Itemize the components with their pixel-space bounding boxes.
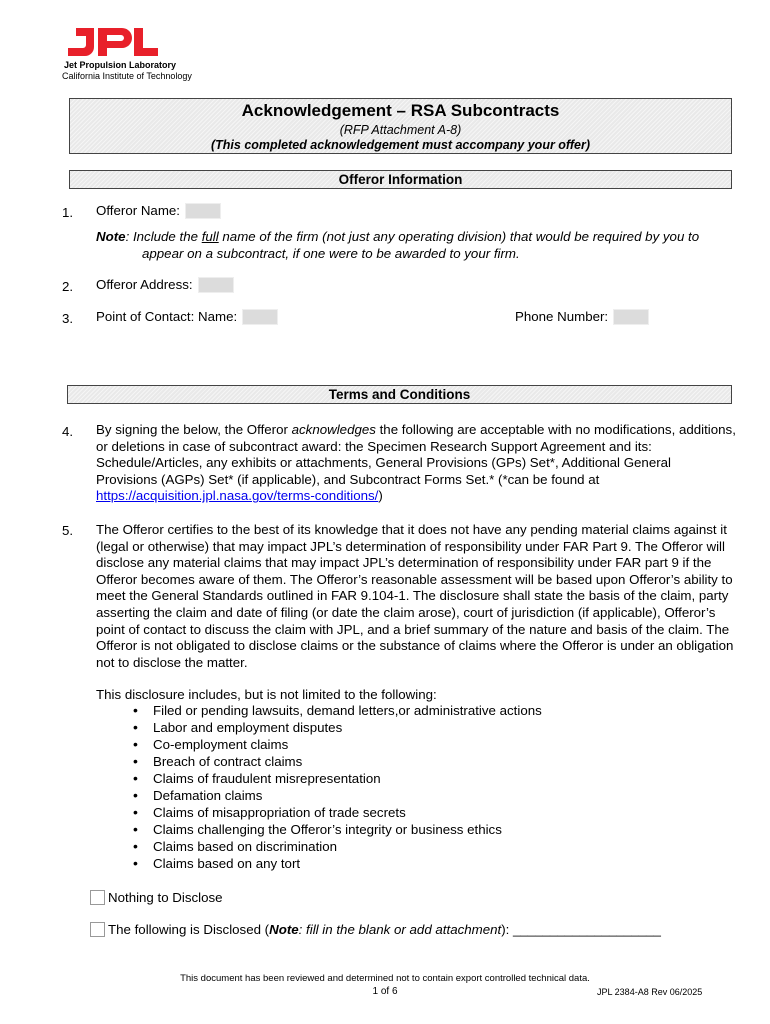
item-5-text: The Offeror certifies to the best of its knowledge that it does not have any pending material claims against it (legal or otherwise) that may impact JPL’s determination of responsibility under FAR Part 9. The Offeror will disclose any material claims that may impact JPL’s determination of responsibility under FAR part 9 if the Offeror becomes aware of them. The Offeror’s reasonable assessment will be based upon Offeror’s ability to meet the General Standards outlined in FAR 9.104-1. The disclosure shall state the basis of the claim, party asserting the claim and date of filing (or date the claim arose), court of jurisdiction (if applicable), Offeror’s point of contact to discuss the claim with JPL, and a brief summary of the nature and basis of the claim. The Offeror is not obligated to disclose claims or the substance of claims where the Offeror is under an obligation not to disclose the matter. (96, 522, 734, 670)
contact-name-field[interactable] (242, 309, 278, 325)
page-number: 1 of 6 (372, 986, 398, 997)
item-4-text (96, 422, 736, 505)
item-number-5: 5. (62, 523, 74, 538)
item-number-2: 2. (62, 279, 74, 294)
list-item: • Filed or pending lawsuits, demand letters,or administrative actions (125, 702, 542, 719)
list-item: • Breach of contract claims (125, 753, 542, 770)
list-item: • Claims of misappropriation of trade secrets (125, 804, 542, 821)
phone-row (515, 309, 649, 325)
nothing-to-disclose-row (90, 890, 223, 905)
disclosed-label-a: The following is Disclosed ( (108, 922, 270, 937)
document-subtitle: (RFP Attachment A-8) (339, 123, 462, 137)
disclosed-label-c: ): ____________________ (501, 922, 661, 937)
section-offeror-information: Offeror Information (69, 170, 732, 189)
export-notice: This document has been reviewed and determined not to contain export controlled technical data. (180, 973, 590, 984)
item-number-1: 1. (62, 205, 74, 220)
item-4-part-a: By signing the below, the Offeror (96, 422, 292, 437)
org-line-1: Jet Propulsion Laboratory (64, 60, 177, 70)
list-item: • Claims challenging the Offeror’s integrity or business ethics (125, 821, 542, 838)
phone-number-label: Phone Number: (515, 309, 609, 324)
disclosure-list (125, 702, 542, 872)
list-item: • Claims based on any tort (125, 855, 542, 872)
offeror-address-label: Offeror Address: (96, 277, 193, 292)
offeror-address-field[interactable] (198, 277, 234, 293)
form-id: JPL 2384-A8 Rev 06/2025 (597, 987, 703, 997)
offeror-name-note (96, 229, 736, 262)
disclosed-label-b: : fill in the blank or add attachment (298, 922, 502, 937)
contact-name-label: Point of Contact: Name: (96, 309, 238, 324)
nothing-to-disclose-label: Nothing to Disclose (108, 890, 223, 905)
disclosed-row (90, 922, 661, 937)
list-item: • Co-employment claims (125, 736, 542, 753)
note-text-a: : Include the (125, 229, 202, 244)
jpl-logo (62, 26, 158, 58)
note-text-c: appear on a subcontract, if one were to be awarded to your firm. (142, 245, 520, 261)
nothing-to-disclose-checkbox[interactable] (90, 890, 105, 905)
document-instruction: (This completed acknowledgement must accompany your offer) (210, 138, 591, 152)
section-terms-and-conditions: Terms and Conditions (67, 385, 732, 404)
item-number-3: 3. (62, 311, 74, 326)
point-of-contact-row (96, 309, 278, 325)
item-4-part-b: the following are acceptable with no modifications, additions, or deletions in case of subcontract award: the Specimen Research Support Agreement and its: Schedule/Articles, any exhibits or attachments, General Provisions (GPs) Set*, Additional General Provisions (AGPs) Set* (if applicable), and Subcontract Forms Set.* (*can be found at (96, 422, 736, 487)
document-title: Acknowledgement – RSA Subcontracts (241, 101, 560, 120)
list-item: • Claims based on discrimination (125, 838, 542, 855)
disclosed-note: Note (269, 922, 299, 937)
phone-number-field[interactable] (613, 309, 649, 325)
disclosed-checkbox[interactable] (90, 922, 105, 937)
item-number-4: 4. (62, 424, 74, 439)
item-4-part-c: ) (378, 488, 383, 504)
note-full: full (201, 229, 219, 244)
list-item: • Labor and employment disputes (125, 719, 542, 736)
offeror-name-row (96, 203, 221, 219)
note-text-b: name of the firm (not just any operating division) that would be required by you to (218, 229, 700, 244)
title-box (69, 98, 732, 154)
org-line-2: California Institute of Technology (62, 71, 192, 81)
note-label: Note (96, 229, 126, 244)
offeror-address-row (96, 277, 234, 293)
terms-conditions-link[interactable]: https://acquisition.jpl.nasa.gov/terms-conditions/ (96, 488, 379, 504)
list-item: • Claims of fraudulent misrepresentation (125, 770, 542, 787)
list-item: • Defamation claims (125, 787, 542, 804)
disclosure-intro: This disclosure includes, but is not limited to the following: (96, 687, 437, 702)
offeror-name-field[interactable] (185, 203, 221, 219)
offeror-name-label: Offeror Name: (96, 203, 180, 218)
item-4-acknowledges: acknowledges (291, 422, 376, 437)
